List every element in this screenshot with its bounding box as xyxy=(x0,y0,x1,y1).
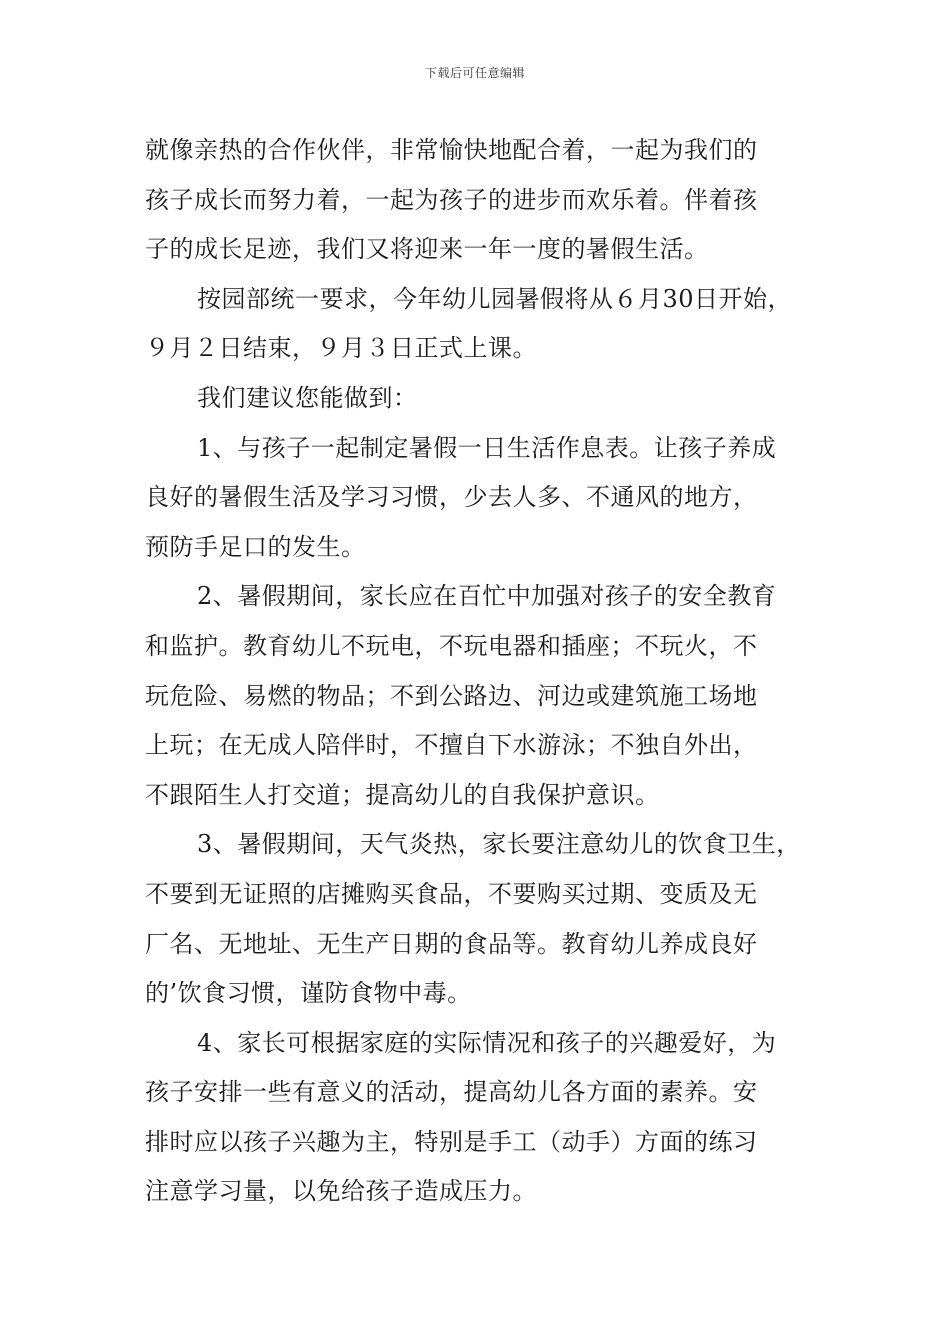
text-line: 排时应以孩子兴趣为主，特别是手工（动手）方面的练习 xyxy=(145,1127,758,1156)
text-line: 子的成长足迹，我们又将迎来一年一度的暑假生活。 xyxy=(145,235,709,264)
paragraph xyxy=(145,275,815,374)
text-line: 不跟陌生人打交道；提高幼儿的自我保护意识。 xyxy=(145,780,660,809)
text-line: 孩子成长而努力着，一起为孩子的进步而欢乐着。伴着孩 xyxy=(145,185,758,214)
text-line: 1、与孩子一起制定暑假一日生活作息表。让孩子养成 xyxy=(197,433,777,462)
text-line: 2、暑假期间，家长应在百忙中加强对孩子的安全教育 xyxy=(197,582,777,611)
text-line: 的’饮食习惯，谨防食物中毒。 xyxy=(145,979,472,1008)
paragraph xyxy=(145,374,815,424)
paragraph xyxy=(145,572,815,820)
text-line: 4、家长可根据家庭的实际情况和孩子的兴趣爱好，为 xyxy=(197,1028,777,1057)
text-line: 不要到无证照的店摊购买食品，不要购买过期、变质及无 xyxy=(145,879,758,908)
paragraph xyxy=(145,424,815,573)
paragraph xyxy=(145,1019,815,1217)
text-line: 良好的暑假生活及学习习惯，少去人多、不通风的地方， xyxy=(145,483,758,512)
text-line: 玩危险、易燃的物品；不到公路边、河边或建筑施工场地 xyxy=(145,681,758,710)
text-line: 厂名、无地址、无生产日期的食品等。教育幼儿养成良好 xyxy=(145,929,758,958)
text-line: 和监护。教育幼儿不玩电，不玩电器和插座；不玩火，不 xyxy=(145,631,758,660)
text-line: 注意学习量，以免给孩子造成压力。 xyxy=(145,1177,537,1206)
text-line: 3、暑假期间，天气炎热，家长要注意幼儿的饮食卫生， xyxy=(197,830,801,859)
text-line: 上玩；在无成人陪伴时，不擅自下水游泳；不独自外出， xyxy=(145,731,758,760)
page-header: 下载后可任意编辑 xyxy=(424,66,525,80)
document-body xyxy=(145,126,815,1217)
text-line: 孩子安排一些有意义的活动，提高幼儿各方面的素养。安 xyxy=(145,1078,758,1107)
text-line: ９月２日结束，９月３日正式上课。 xyxy=(145,334,537,363)
text-line: 按园部统一要求，今年幼儿园暑假将从６月30日开始， xyxy=(197,284,793,313)
text-line: 预防手足口的发生。 xyxy=(145,532,366,561)
text-line: 就像亲热的合作伙伴，非常愉快地配合着，一起为我们的 xyxy=(145,136,758,164)
paragraph xyxy=(145,126,815,275)
text-line: 我们建议您能做到： xyxy=(197,383,418,412)
paragraph xyxy=(145,820,815,1018)
